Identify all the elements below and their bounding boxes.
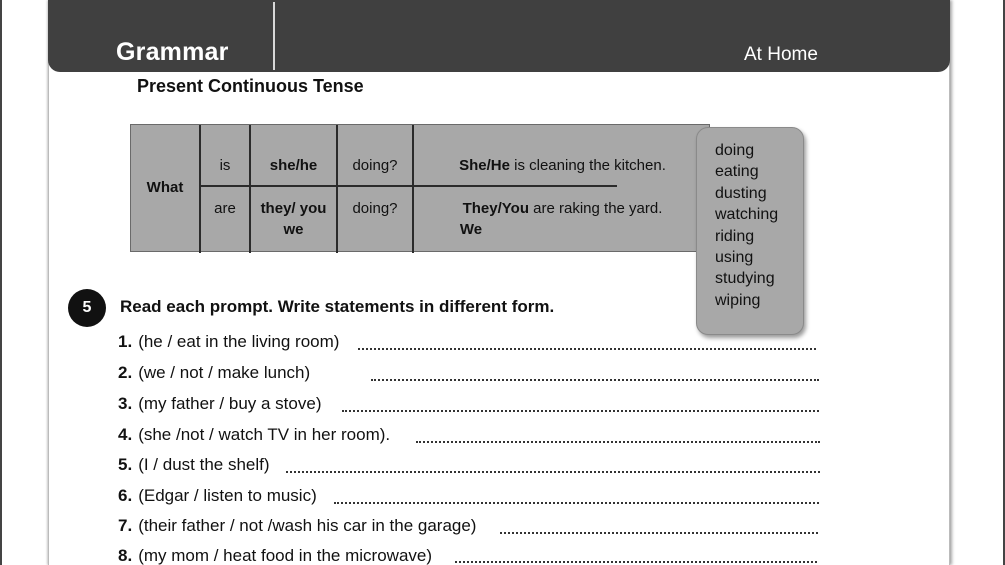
prompt-number: 4. [118, 425, 133, 444]
grammar-table [130, 124, 710, 252]
prompt-item [118, 394, 321, 416]
prompt-number: 3. [118, 394, 133, 413]
prompt-item [118, 332, 339, 354]
prompt-number: 5. [118, 455, 133, 474]
answer-line[interactable] [371, 379, 819, 381]
table-answer-extra: We [459, 221, 483, 238]
table-subject-extra: we [283, 221, 304, 238]
prompt-item [118, 455, 270, 477]
prompt-item [118, 546, 432, 565]
prompt-text: (I / dust the shelf) [138, 455, 270, 474]
answer-line[interactable] [342, 410, 819, 412]
table-wh-word: What [146, 179, 184, 196]
prompt-item [118, 516, 476, 538]
table-divider [199, 125, 201, 253]
table-subject: she/he [269, 157, 318, 174]
table-divider [336, 125, 338, 253]
word-box-item: using [715, 249, 754, 267]
prompt-item [118, 363, 310, 385]
prompt-text: (we / not / make lunch) [138, 363, 311, 382]
table-answer [414, 155, 711, 176]
answer-rest: are raking the yard. [529, 200, 663, 217]
table-answer [414, 198, 711, 219]
prompt-text: (my mom / heat food in the microwave) [138, 546, 433, 565]
answer-line[interactable] [416, 441, 820, 443]
answer-line[interactable] [358, 348, 816, 350]
header-unit-name: At Home [744, 44, 818, 65]
table-action: doing? [352, 200, 398, 217]
header-divider [273, 2, 275, 70]
page-edge-left [0, 0, 2, 565]
header-title: Grammar [116, 38, 229, 66]
word-box [696, 127, 804, 335]
answer-line[interactable] [455, 561, 817, 563]
table-verb: is [219, 157, 231, 174]
prompt-text: (he / eat in the living room) [138, 332, 340, 351]
word-box-item: dusting [715, 184, 767, 202]
word-box-item: doing [715, 142, 755, 159]
answer-subject: They/You [462, 200, 529, 217]
table-verb: are [214, 200, 236, 217]
prompt-number: 6. [118, 486, 133, 505]
prompt-item [118, 425, 390, 447]
answer-line[interactable] [286, 471, 820, 473]
exercise-instruction: Read each prompt. Write statements in different form. [120, 297, 555, 316]
answer-line[interactable] [500, 532, 818, 534]
answer-line[interactable] [334, 502, 819, 504]
prompt-number: 2. [118, 363, 133, 382]
prompt-text: (their father / not /wash his car in the garage) [138, 516, 477, 535]
word-box-item: watching [715, 206, 779, 224]
word-box-item: eating [715, 163, 759, 181]
word-box-item: wiping [715, 291, 761, 309]
prompt-number: 1. [118, 332, 133, 351]
table-action: doing? [352, 157, 398, 174]
section-title: Present Continuous Tense [137, 76, 364, 96]
prompt-text: (my father / buy a stove) [138, 394, 322, 413]
answer-rest: is cleaning the kitchen. [509, 157, 666, 174]
exercise-number-badge: 5 [68, 289, 106, 327]
prompt-number: 7. [118, 516, 133, 535]
prompt-item [118, 486, 317, 508]
prompt-number: 8. [118, 546, 133, 565]
table-row-divider [199, 185, 617, 187]
table-divider [412, 125, 414, 253]
word-box-item: studying [715, 270, 775, 288]
table-subject: they/ you [260, 200, 327, 217]
prompt-text: (Edgar / listen to music) [138, 486, 317, 505]
answer-subject: She/He [459, 157, 510, 174]
word-box-item: riding [715, 227, 755, 245]
prompt-text: (she /not / watch TV in her room). [138, 425, 391, 444]
